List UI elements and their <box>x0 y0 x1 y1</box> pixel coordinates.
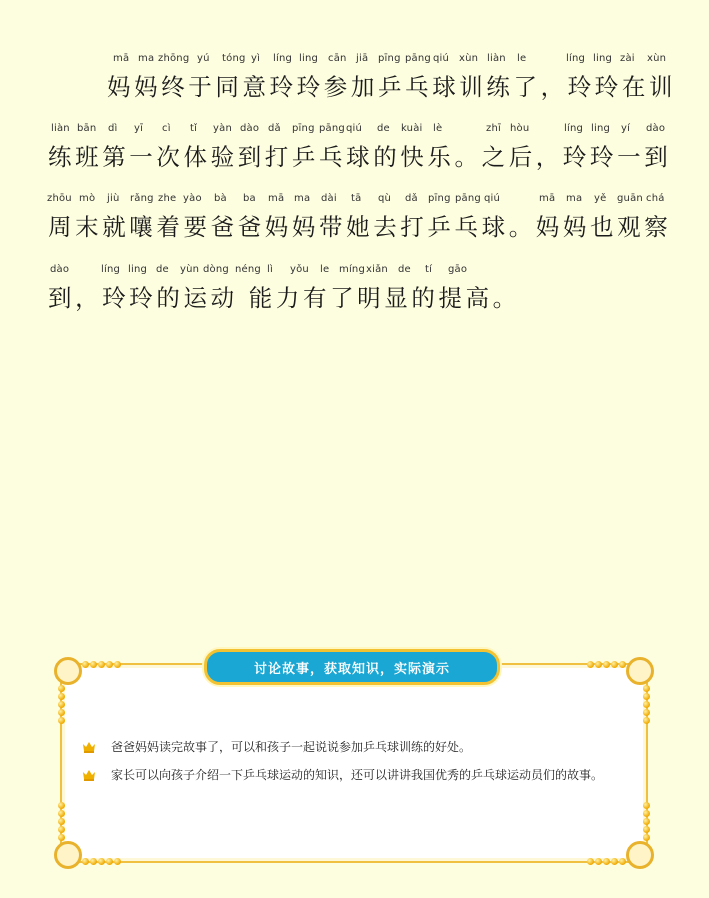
pinyin-syllable: yě <box>594 193 607 204</box>
pinyin-syllable: líng <box>101 264 121 275</box>
pinyin-syllable: jiù <box>107 193 120 204</box>
pinyin-syllable: mā <box>539 193 556 204</box>
pinyin-syllable: yī <box>134 123 144 134</box>
pinyin-row <box>0 264 709 280</box>
crown-icon <box>82 769 96 781</box>
pinyin-syllable: xiǎn <box>366 264 388 275</box>
tip-text: 爸爸妈妈读完故事了，可以和孩子一起说说参加乒乓球训练的好处。 <box>111 740 472 754</box>
corner-ornament <box>626 841 654 869</box>
pinyin-syllable: yǒu <box>290 264 309 275</box>
pinyin-syllable: mā <box>113 53 130 64</box>
pinyin-syllable: liàn <box>487 53 506 64</box>
pinyin-syllable: de <box>398 264 411 275</box>
pinyin-syllable: dài <box>321 193 337 204</box>
pinyin-syllable: cān <box>328 53 347 64</box>
pinyin-syllable: dǎ <box>268 123 281 134</box>
pinyin-syllable: de <box>377 123 390 134</box>
pinyin-syllable: dǎ <box>405 193 418 204</box>
pinyin-syllable: le <box>517 53 527 64</box>
bead-border <box>587 661 626 668</box>
corner-ornament <box>54 841 82 869</box>
pinyin-syllable: cì <box>162 123 171 134</box>
pinyin-syllable: kuài <box>401 123 423 134</box>
story-line: 练班第一次体验到打乒乓球的快乐。之后，玲玲一到 <box>48 143 672 171</box>
pinyin-syllable: ma <box>566 193 583 204</box>
pinyin-syllable: mò <box>79 193 96 204</box>
pinyin-syllable: ma <box>138 53 155 64</box>
bead-border <box>643 685 650 724</box>
pinyin-syllable: tǐ <box>190 123 198 134</box>
bead-border <box>58 685 65 724</box>
pinyin-syllable: qiú <box>433 53 450 64</box>
pinyin-row <box>0 193 709 209</box>
pinyin-syllable: néng <box>235 264 261 275</box>
pinyin-syllable: de <box>156 264 169 275</box>
pinyin-syllable: dào <box>646 123 666 134</box>
pinyin-syllable: dòng <box>203 264 229 275</box>
pinyin-syllable: guān <box>617 193 643 204</box>
pinyin-syllable: hòu <box>510 123 530 134</box>
pinyin-syllable: líng <box>564 123 584 134</box>
pinyin-syllable: ling <box>593 53 613 64</box>
pinyin-syllable: yú <box>197 53 210 64</box>
pinyin-syllable: zhōng <box>158 53 190 64</box>
pinyin-syllable: míng <box>339 264 366 275</box>
pinyin-syllable: yàn <box>213 123 232 134</box>
pinyin-syllable: ling <box>591 123 611 134</box>
pinyin-row <box>0 123 709 139</box>
corner-ornament <box>54 657 82 685</box>
bead-border <box>58 802 65 841</box>
pinyin-syllable: pīng <box>428 193 451 204</box>
pinyin-syllable: lì <box>267 264 273 275</box>
pinyin-syllable: pīng <box>292 123 315 134</box>
corner-ornament <box>626 657 654 685</box>
pinyin-syllable: mā <box>268 193 285 204</box>
pinyin-row <box>0 53 709 69</box>
pinyin-syllable: dì <box>108 123 118 134</box>
pinyin-syllable: tā <box>351 193 362 204</box>
pinyin-syllable: pīng <box>378 53 401 64</box>
pinyin-syllable: lè <box>433 123 443 134</box>
tip-text: 家长可以向孩子介绍一下乒乓球运动的知识，还可以讲讲我国优秀的乒乓球运动员们的故事。 <box>111 768 604 782</box>
pinyin-syllable: ling <box>299 53 319 64</box>
pinyin-syllable: yùn <box>180 264 200 275</box>
pinyin-syllable: pāng <box>319 123 345 134</box>
pinyin-syllable: liàn <box>51 123 70 134</box>
bead-border <box>587 858 626 865</box>
panel-title: 讨论故事，获取知识，实际演示 <box>204 649 500 685</box>
pinyin-syllable: tóng <box>222 53 246 64</box>
pinyin-syllable: dào <box>240 123 260 134</box>
story-line: 到，玲玲的运动 能力有了明显的提高。 <box>48 284 520 312</box>
crown-icon <box>82 741 96 753</box>
pinyin-syllable: yí <box>621 123 631 134</box>
pinyin-syllable: qiú <box>346 123 363 134</box>
pinyin-syllable: ma <box>294 193 311 204</box>
bead-border <box>643 802 650 841</box>
pinyin-syllable: jiā <box>356 53 369 64</box>
pinyin-syllable: yào <box>183 193 202 204</box>
pinyin-syllable: bān <box>77 123 97 134</box>
pinyin-syllable: qiú <box>484 193 501 204</box>
pinyin-syllable: líng <box>566 53 586 64</box>
pinyin-syllable: zhōu <box>47 193 72 204</box>
pinyin-syllable: pāng <box>455 193 481 204</box>
pinyin-syllable: le <box>320 264 330 275</box>
pinyin-syllable: xùn <box>459 53 479 64</box>
pinyin-syllable: chá <box>646 193 665 204</box>
pinyin-syllable: tí <box>425 264 433 275</box>
pinyin-syllable: xùn <box>647 53 667 64</box>
story-line: 周末就嚷着要爸爸妈妈带她去打乒乓球。妈妈也观察 <box>48 213 672 241</box>
pinyin-syllable: bà <box>214 193 227 204</box>
pinyin-syllable: ling <box>128 264 148 275</box>
pinyin-syllable: zhī <box>486 123 501 134</box>
pinyin-syllable: yì <box>251 53 261 64</box>
pinyin-syllable: pāng <box>405 53 431 64</box>
pinyin-syllable: rǎng <box>130 193 154 204</box>
bead-border <box>82 858 121 865</box>
pinyin-syllable: qù <box>378 193 392 204</box>
pinyin-syllable: zài <box>620 53 635 64</box>
story-line: 妈妈终于同意玲玲参加乒乓球训练了，玲玲在训 <box>107 73 677 101</box>
discussion-panel <box>54 657 654 869</box>
pinyin-syllable: ba <box>243 193 256 204</box>
pinyin-syllable: gāo <box>448 264 468 275</box>
bead-border <box>82 661 121 668</box>
pinyin-syllable: líng <box>273 53 293 64</box>
pinyin-syllable: dào <box>50 264 70 275</box>
pinyin-syllable: zhe <box>158 193 177 204</box>
